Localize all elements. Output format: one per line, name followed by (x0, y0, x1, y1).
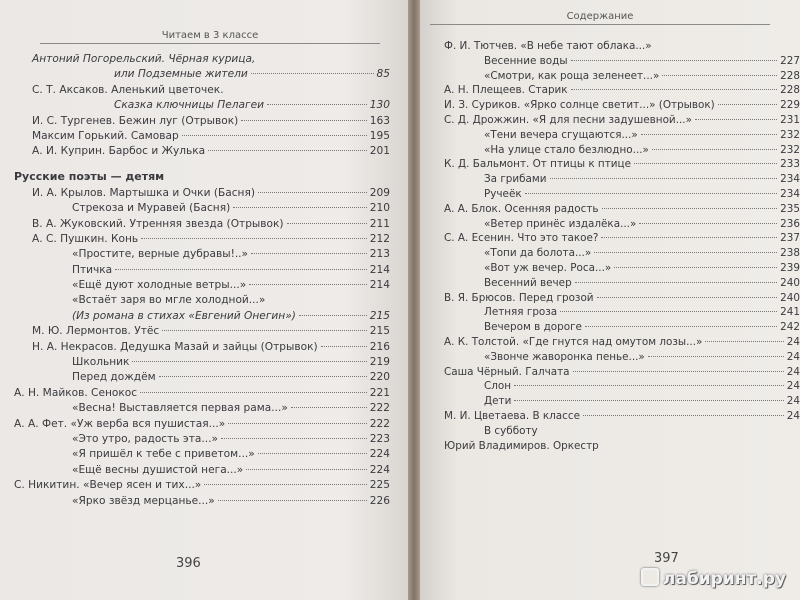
toc-entry-title: А. И. Куприн. Барбос и Жулька (32, 145, 206, 158)
leader-dots (641, 133, 777, 135)
toc-left-top-group (14, 52, 390, 160)
toc-entry-title: А. Н. Майков. Сенокос (14, 386, 138, 399)
toc-entry-page: 24 (786, 350, 800, 363)
leader-dots (140, 391, 367, 393)
leader-dots (585, 325, 777, 327)
leader-dots (560, 310, 777, 312)
toc-entry-title: Перед дождём (72, 371, 156, 384)
toc-entry-page: 240 (780, 291, 800, 304)
toc-entry-page: 225 (369, 479, 390, 492)
toc-entry-title: И. С. Тургенев. Бежин луг (Отрывок) (32, 114, 239, 127)
leader-dots (204, 483, 366, 485)
toc-entry-title: За грибами (484, 173, 547, 186)
toc-entry (426, 305, 800, 320)
toc-entry-page: 222 (369, 402, 390, 415)
toc-entry (14, 494, 390, 509)
toc-entry-title: Антоний Погорельский. Чёрная курица, (32, 53, 256, 65)
leader-dots (594, 251, 777, 253)
running-head-left: Читаем в 3 классе (40, 30, 380, 44)
toc-entry-title: В субботу (484, 424, 538, 437)
leader-dots (159, 375, 367, 377)
toc-entry (14, 83, 390, 98)
toc-entry (426, 69, 800, 84)
section-heading-text: Русские поэты — детям (14, 169, 165, 183)
toc-entry-page: 195 (369, 129, 390, 142)
toc-entry (14, 340, 390, 355)
toc-entry-page: 232 (780, 128, 800, 141)
toc-entry-title: или Подземные жители (114, 68, 248, 81)
toc-entry (14, 186, 390, 201)
toc-entry (426, 231, 800, 246)
leader-dots (299, 314, 367, 316)
toc-entry-page: 24 (786, 380, 800, 393)
toc-entry-page: 234 (780, 173, 800, 186)
leader-dots (639, 222, 777, 224)
toc-entry-title: «Это утро, радость эта...» (72, 432, 218, 445)
toc-entry-title: «Весна! Выставляется первая рама...» (72, 402, 288, 415)
toc-right (426, 39, 800, 453)
leader-dots (597, 296, 778, 298)
toc-entry-title: «Ещё дуют холодные ветры...» (72, 279, 247, 292)
toc-entry-title: М. И. Цветаева. В классе (444, 409, 580, 422)
leader-dots (705, 340, 783, 342)
toc-entry-page: 242 (780, 321, 800, 334)
toc-entry-title: «Звонче жаворонка пенье...» (484, 350, 645, 363)
toc-entry-page: 24 (786, 395, 800, 408)
toc-entry-page: 130 (369, 99, 390, 112)
toc-entry (426, 424, 800, 439)
watermark-logo (641, 568, 786, 589)
toc-entry-page: 210 (369, 202, 390, 215)
toc-entry-page: 220 (369, 371, 390, 384)
toc-entry (14, 370, 390, 385)
leader-dots (514, 384, 784, 386)
leader-dots (321, 345, 367, 347)
toc-entry (426, 350, 800, 365)
toc-entry (426, 246, 800, 261)
toc-entry (426, 365, 800, 380)
toc-entry-page: 24 (786, 365, 800, 378)
toc-entry-title: Ф. И. Тютчев. «В небе тают облака...» (444, 40, 652, 52)
toc-entry-page: 223 (369, 432, 390, 445)
leader-dots (614, 266, 777, 268)
toc-entry-page: 233 (780, 158, 800, 171)
toc-entry-title: Н. А. Некрасов. Дедушка Мазай и зайцы (Отрывок) (32, 340, 318, 353)
leader-dots (648, 355, 784, 357)
toc-entry-title: «Топи да болота...» (484, 247, 592, 260)
toc-entry-page: 239 (780, 261, 800, 274)
toc-entry (426, 187, 800, 202)
toc-entry (426, 39, 800, 54)
toc-entry (426, 98, 800, 113)
toc-entry (426, 320, 800, 335)
leader-dots (233, 206, 367, 208)
toc-entry (426, 409, 800, 424)
toc-entry (426, 54, 800, 69)
toc-entry-title: «Ещё весны душистой нега...» (72, 463, 244, 476)
toc-entry (426, 202, 800, 217)
toc-entry (426, 261, 800, 276)
toc-entry-title: К. Д. Бальмонт. От птицы к птице (444, 158, 631, 171)
leader-dots (718, 103, 777, 105)
toc-entry (14, 129, 390, 144)
toc-entry-page: 236 (780, 217, 800, 230)
toc-entry-title: Стрекоза и Муравей (Басня) (72, 202, 231, 215)
toc-entry-page: 24 (786, 409, 800, 422)
toc-entry-page: 221 (369, 386, 390, 399)
toc-entry-title: «Ветер принёс издалёка...» (484, 217, 637, 230)
toc-entry-title: «На улице стало безлюдно...» (484, 143, 649, 156)
leader-dots (291, 406, 367, 408)
toc-entry (14, 432, 390, 447)
leader-dots (571, 59, 778, 61)
toc-entry-page: 241 (780, 306, 800, 319)
leader-dots (514, 399, 783, 401)
toc-entry-title: С. А. Есенин. Что это такое? (444, 232, 599, 245)
leader-dots (246, 468, 366, 470)
toc-entry (14, 247, 390, 262)
toc-entry-page: 219 (369, 356, 390, 369)
toc-entry (14, 232, 390, 247)
toc-entry (14, 478, 390, 493)
toc-entry (14, 114, 390, 129)
toc-entry-title: И. А. Крылов. Мартышка и Очки (Басня) (32, 186, 255, 199)
toc-entry (426, 128, 800, 143)
toc-entry-title: С. Т. Аксаков. Аленький цветочек. (32, 83, 224, 96)
toc-entry (14, 52, 390, 67)
toc-entry (14, 278, 390, 293)
toc-entry (426, 83, 800, 98)
toc-entry-page: 211 (369, 217, 390, 230)
toc-entry-page: 234 (780, 187, 800, 200)
leader-dots (662, 74, 777, 76)
toc-entry-title: «Ярко звёзд мерцанье...» (72, 494, 215, 507)
toc-entry-page: 238 (780, 247, 800, 260)
toc-entry-title: Птичка (72, 263, 113, 276)
toc-entry-title: «Вот уж вечер. Роса...» (484, 261, 612, 274)
labirint-logo-icon (641, 568, 659, 586)
leader-dots (575, 281, 777, 283)
toc-entry-title: Школьник (72, 356, 130, 369)
toc-entry (14, 309, 390, 324)
toc-entry-title: «Я пришёл к тебе с приветом...» (72, 448, 255, 461)
leader-dots (258, 452, 367, 454)
leader-dots (287, 222, 367, 224)
leader-dots (251, 252, 367, 254)
toc-entry-title: Слон (484, 380, 512, 393)
leader-dots (221, 437, 367, 439)
toc-entry-page: 240 (780, 276, 800, 289)
toc-entry (14, 263, 390, 278)
toc-entry-page: 214 (369, 279, 390, 292)
toc-entry-title: Дети (484, 395, 512, 408)
toc-entry-page: 227 (780, 54, 800, 67)
toc-entry-title: В. А. Жуковский. Утренняя звезда (Отрывок) (32, 217, 284, 230)
leader-dots (652, 148, 777, 150)
toc-entry-page: 228 (780, 69, 800, 82)
toc-entry-page: 226 (369, 494, 390, 507)
toc-entry (426, 379, 800, 394)
toc-entry-title: М. Ю. Лермонтов. Утёс (32, 325, 160, 338)
leader-dots (573, 370, 784, 372)
toc-entry-page: 215 (369, 309, 390, 322)
toc-entry-page: 222 (369, 417, 390, 430)
page-number-left: 396 (176, 556, 201, 571)
page-number-right: 397 (654, 551, 679, 566)
toc-entry (14, 217, 390, 232)
running-head-right: Содержание (430, 11, 770, 25)
leader-dots (241, 119, 367, 121)
toc-entry (426, 157, 800, 172)
toc-entry-title: Вечером в дороге (484, 321, 582, 334)
toc-entry-title: «Встаёт заря во мгле холодной...» (72, 294, 266, 307)
toc-entry-title: Весенние воды (484, 54, 568, 67)
toc-entry-page: 85 (376, 68, 390, 81)
toc-entry-title: С. Д. Дрожжин. «Я для песни задушевной...» (444, 113, 692, 126)
toc-entry-title: Весенний вечер (484, 276, 572, 289)
toc-entry (14, 144, 390, 159)
leader-dots (249, 283, 367, 285)
toc-entry-title: И. З. Суриков. «Ярко солнце светит...» (Отрывок) (444, 99, 715, 112)
toc-entry-page: 24 (786, 335, 800, 348)
toc-entry-title: Ручеёк (484, 187, 522, 200)
leader-dots (634, 162, 777, 164)
toc-entry-page: 231 (780, 113, 800, 126)
toc-entry-page: 232 (780, 143, 800, 156)
toc-entry (14, 293, 390, 308)
toc-entry-page: 228 (780, 84, 800, 97)
leader-dots (602, 207, 778, 209)
toc-entry-title: Юрий Владимиров. Оркестр (444, 439, 599, 452)
leader-dots (228, 422, 367, 424)
leader-dots (251, 72, 374, 74)
toc-entry-page: 213 (369, 248, 390, 261)
toc-entry-page: 214 (369, 263, 390, 276)
toc-entry-title: А. А. Блок. Осенняя радость (444, 202, 599, 215)
watermark-text: лабиринт.ру (662, 569, 786, 589)
toc-entry (14, 201, 390, 216)
leader-dots (571, 88, 778, 90)
toc-entry (14, 463, 390, 478)
toc-entry (426, 172, 800, 187)
toc-entry-title: А. С. Пушкин. Конь (32, 232, 139, 245)
toc-entry-page: 237 (780, 232, 800, 245)
toc-entry-page: 163 (369, 114, 390, 127)
leader-dots (267, 103, 367, 105)
toc-entry-title: С. Никитин. «Вечер ясен и тих...» (14, 479, 202, 492)
toc-entry (14, 67, 390, 82)
toc-entry (426, 291, 800, 306)
toc-entry-title: Сказка ключницы Пелагеи (114, 99, 264, 112)
toc-entry (426, 113, 800, 128)
toc-entry-page: 212 (369, 232, 390, 245)
toc-entry (14, 98, 390, 113)
toc-entry (426, 217, 800, 232)
toc-entry-title: Летняя гроза (484, 306, 558, 319)
toc-entry (426, 394, 800, 409)
toc-entry (14, 401, 390, 416)
toc-entry (14, 324, 390, 339)
toc-entry-page: 215 (369, 325, 390, 338)
toc-entry-title: «Тени вечера сгущаются...» (484, 128, 638, 141)
leader-dots (132, 360, 366, 362)
right-page (420, 0, 800, 600)
toc-entry (426, 276, 800, 291)
toc-entry-title: Саша Чёрный. Галчата (444, 365, 570, 378)
toc-entry (426, 439, 800, 454)
toc-entry-page: 216 (369, 340, 390, 353)
leader-dots (208, 149, 367, 151)
toc-entry-page: 224 (369, 448, 390, 461)
leader-dots (550, 177, 778, 179)
book-gutter (408, 0, 420, 600)
toc-entry-title: «Смотри, как роща зеленеет...» (484, 69, 660, 82)
toc-entry (426, 143, 800, 158)
leader-dots (182, 134, 367, 136)
toc-left-section-group (14, 186, 390, 509)
toc-entry-title: А. А. Фет. «Уж верба вся пушистая...» (14, 417, 226, 430)
toc-left (14, 52, 390, 509)
toc-entry-page: 224 (369, 463, 390, 476)
toc-entry-page: 201 (369, 145, 390, 158)
leader-dots (162, 329, 367, 331)
leader-dots (218, 499, 367, 501)
leader-dots (115, 268, 367, 270)
toc-entry-title: А. Н. Плещеев. Старик (444, 84, 568, 97)
leader-dots (141, 237, 367, 239)
toc-entry-page: 209 (369, 186, 390, 199)
leader-dots (583, 414, 784, 416)
toc-entry-title: В. Я. Брюсов. Перед грозой (444, 291, 594, 304)
toc-entry-title: «Простите, верные дубравы!..» (72, 248, 249, 261)
leader-dots (258, 191, 367, 193)
toc-entry-title: (Из романа в стихах «Евгений Онегин») (72, 309, 296, 322)
toc-entry-page: 235 (780, 202, 800, 215)
section-heading (14, 168, 390, 186)
leader-dots (695, 118, 777, 120)
toc-entry-page: 229 (780, 99, 800, 112)
toc-entry (426, 335, 800, 350)
toc-entry-title: А. К. Толстой. «Где гнутся над омутом лозы...» (444, 335, 703, 348)
toc-entry-title: Максим Горький. Самовар (32, 129, 179, 142)
toc-entry (14, 355, 390, 370)
leader-dots (601, 236, 777, 238)
leader-dots (525, 192, 778, 194)
toc-entry (14, 417, 390, 432)
toc-entry (14, 386, 390, 401)
toc-entry (14, 447, 390, 462)
